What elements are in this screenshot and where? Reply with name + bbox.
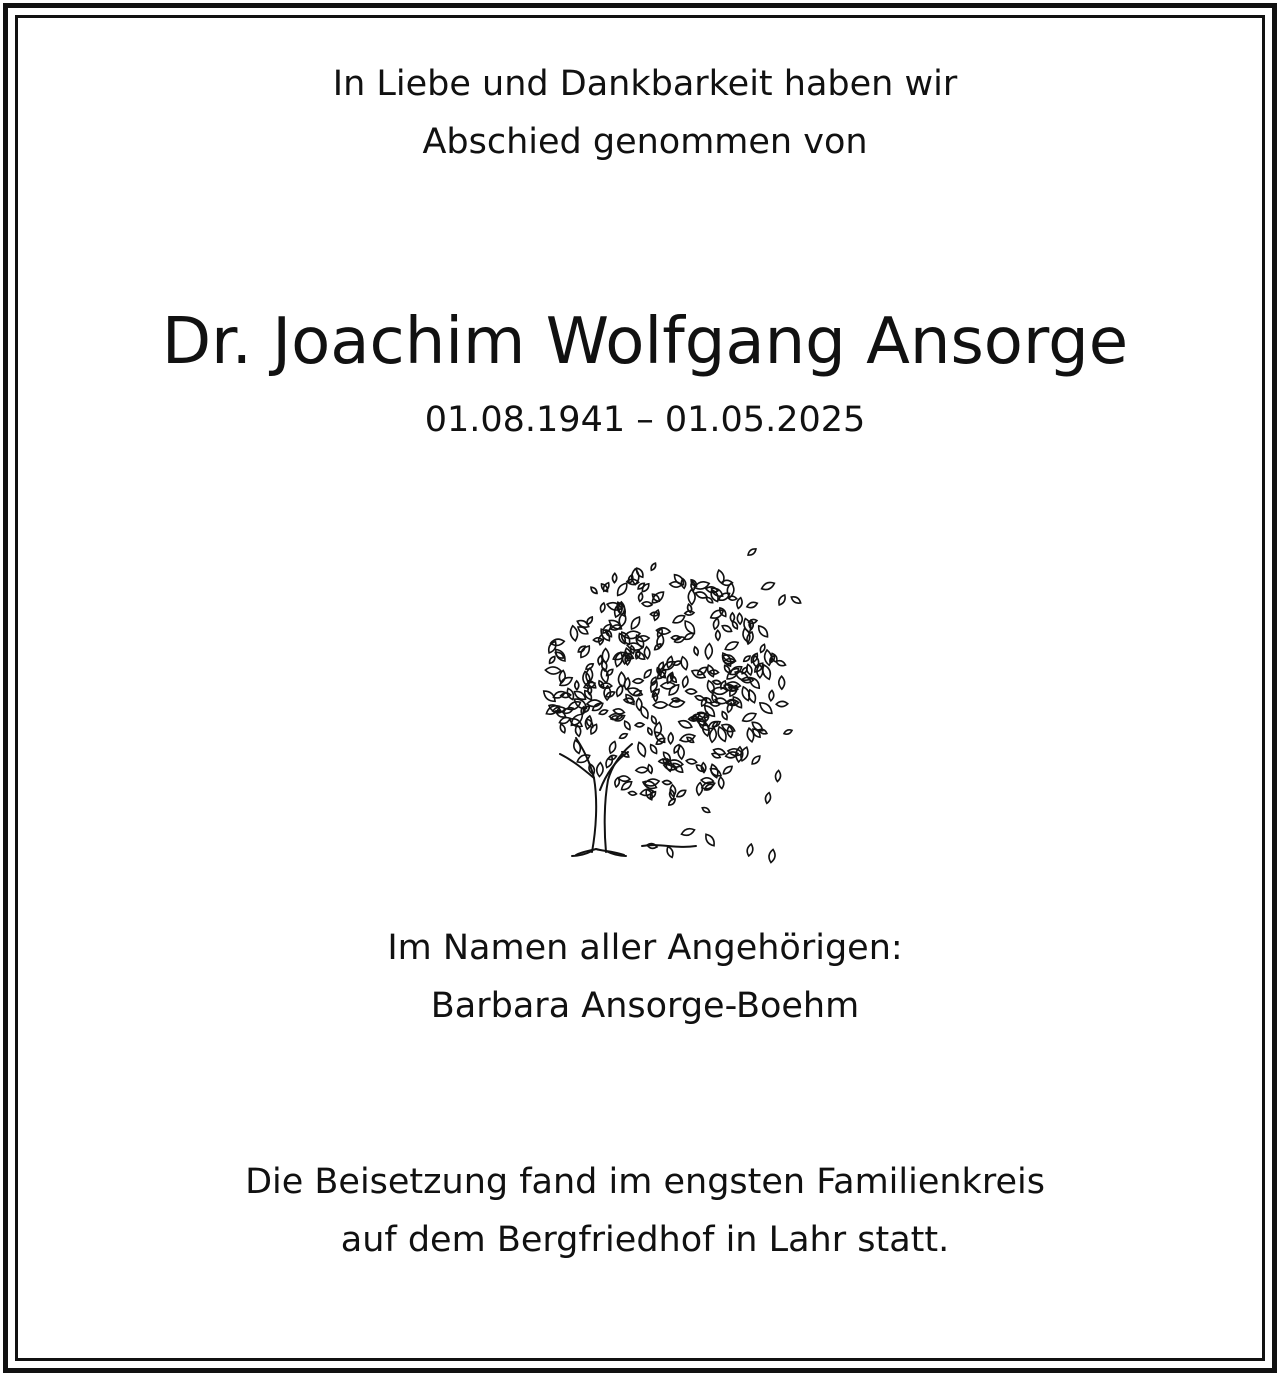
leaf-icon	[769, 690, 775, 701]
intro-line-1: In Liebe und Dankbarkeit haben wir	[332, 64, 958, 104]
leaf-icon	[756, 624, 770, 639]
leaf-icon	[599, 602, 605, 612]
burial-line-2: auf dem Bergfriedhof in Lahr statt.	[340, 1220, 950, 1260]
leaf-icon	[783, 729, 793, 736]
leaf-icon	[602, 649, 609, 663]
leaf-icon	[553, 647, 567, 663]
leaf-icon	[743, 655, 752, 663]
leaf-icon	[599, 709, 609, 716]
leaf-icon	[643, 668, 653, 679]
leaf-icon	[623, 720, 632, 731]
leaf-icon	[746, 664, 754, 676]
leaf-icon	[650, 562, 657, 571]
leaf-icon	[705, 643, 713, 659]
leaf-icon	[642, 779, 658, 790]
leaf-icon	[686, 758, 697, 764]
leaf-icon	[716, 569, 726, 584]
leaf-icon	[593, 638, 602, 642]
leaf-icon	[688, 589, 695, 604]
leaf-icon	[636, 741, 648, 758]
leaf-icon	[650, 715, 657, 725]
leaf-icon	[675, 788, 687, 798]
leaf-icon	[572, 739, 582, 754]
leaf-icon	[649, 679, 659, 693]
leaf-icon	[737, 613, 743, 624]
leaf-icon	[790, 595, 802, 605]
leaf-icon	[674, 635, 686, 644]
leaf-icon	[665, 846, 674, 859]
leaf-icon	[760, 580, 775, 591]
leaf-icon	[669, 581, 681, 587]
leaf-icon	[647, 727, 654, 736]
leaf-icon	[685, 611, 695, 616]
leaf-icon	[609, 714, 622, 720]
leaf-icon	[746, 601, 758, 609]
leaf-icon	[746, 843, 754, 856]
leaf-icon	[711, 752, 721, 759]
leaf-icon	[596, 762, 603, 776]
leaf-icon	[619, 732, 628, 739]
leaf-icon	[612, 573, 617, 583]
leaf-icon	[629, 615, 642, 631]
leaf-icon	[709, 728, 717, 743]
leaf-icon	[764, 792, 771, 804]
leaf-icon	[695, 694, 705, 701]
leaf-icon	[779, 676, 785, 689]
leaf-icon	[693, 646, 699, 656]
leaf-icon	[636, 767, 649, 773]
leaf-icon	[712, 618, 720, 630]
life-dates: 01.08.1941 – 01.05.2025	[424, 400, 866, 440]
intro-line-2: Abschied genommen von	[422, 122, 868, 162]
leaf-icon	[776, 701, 788, 707]
leaf-icon	[642, 601, 653, 607]
leaf-icon	[747, 547, 758, 557]
leaf-icon	[638, 592, 643, 601]
leaf-icon	[777, 594, 787, 606]
leaf-icon	[653, 702, 667, 709]
leaf-icon	[715, 630, 720, 640]
leaf-icon	[628, 791, 637, 796]
leaf-icon	[633, 678, 644, 683]
leaf-icon	[721, 624, 733, 634]
leaf-icon	[728, 596, 737, 601]
burial-line-1: Die Beisetzung fand im engsten Familienkreis	[245, 1162, 1045, 1202]
family-line-2: Barbara Ansorge-Boehm	[430, 986, 860, 1026]
leaf-icon	[575, 681, 579, 690]
leaf-icon	[541, 689, 557, 704]
leaf-icon	[716, 726, 728, 743]
leaf-icon	[545, 667, 561, 675]
leaf-icon	[701, 806, 710, 814]
deceased-name: Dr. Joachim Wolfgang Ansorge	[161, 305, 1129, 379]
leaf-icon	[586, 616, 594, 626]
leaf-icon	[566, 699, 582, 711]
tree-with-falling-leaves-icon	[520, 540, 820, 870]
leaf-icon	[703, 832, 716, 847]
leaf-icon	[662, 780, 671, 785]
leaf-icon	[590, 586, 599, 595]
leaf-icon	[680, 656, 689, 670]
leaf-icon	[685, 689, 696, 695]
leaf-icon	[608, 740, 618, 754]
tree-illustration	[520, 540, 820, 870]
leaf-icon	[635, 567, 645, 579]
leaf-icon	[554, 651, 565, 660]
leaf-icon	[680, 827, 695, 837]
leaf-icon	[681, 676, 689, 688]
leaf-icon	[722, 764, 734, 775]
leaf-icon	[696, 782, 703, 795]
leaf-icon	[768, 849, 776, 863]
leaf-icon	[775, 659, 786, 667]
leaf-icon	[615, 581, 630, 597]
leaf-icon	[750, 754, 761, 765]
leaf-icon	[724, 640, 740, 653]
leaf-icon	[775, 770, 781, 782]
leaf-icon	[669, 699, 686, 709]
leaf-icon	[649, 743, 659, 754]
leaf-icon	[600, 583, 609, 593]
leaf-icon	[614, 777, 620, 787]
leaf-icon	[718, 777, 724, 789]
leaf-icon	[712, 680, 721, 686]
leaf-icon	[552, 690, 566, 700]
leaf-icon	[548, 655, 556, 664]
leaf-icon	[559, 723, 567, 733]
leaf-icon	[672, 613, 687, 625]
leaf-icon	[635, 723, 644, 728]
leaf-icon	[695, 763, 706, 773]
leaf-icon	[758, 700, 775, 716]
leaf-icon	[668, 733, 673, 744]
leaf-icon	[550, 638, 565, 646]
family-line-1: Im Namen aller Angehörigen:	[387, 928, 903, 968]
leaf-icon	[639, 705, 650, 720]
leaf-icon	[667, 797, 676, 806]
leaf-icon	[672, 744, 680, 754]
